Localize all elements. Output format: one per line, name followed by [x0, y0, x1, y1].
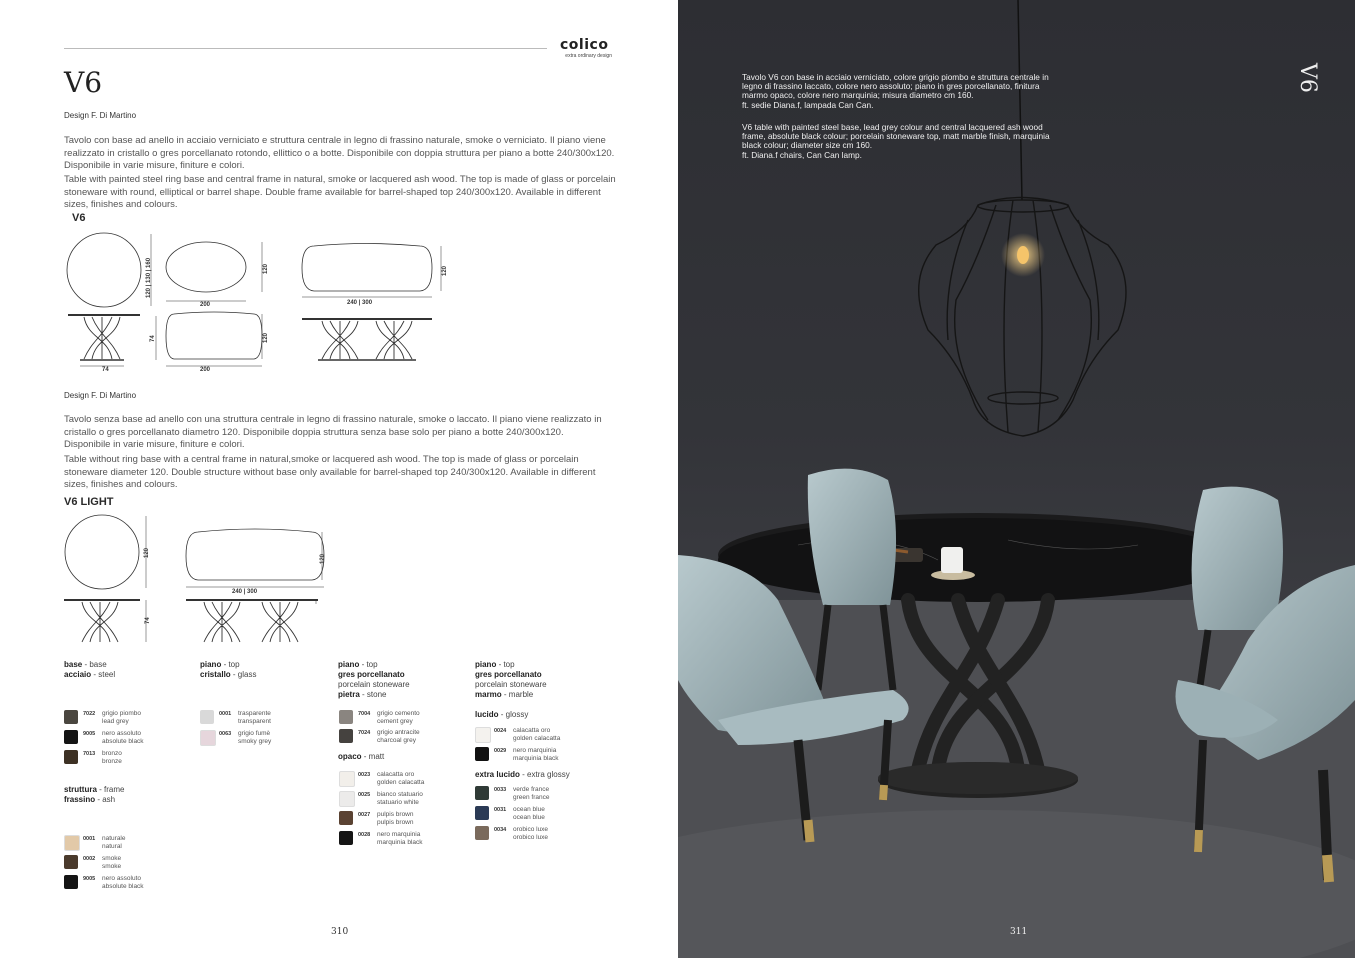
dim-barrel200-width: 120 [263, 332, 269, 343]
dim-oval-length: 200 [200, 302, 211, 308]
light-dim-diameter: 120 [144, 547, 150, 558]
col2-header: piano - top cristallo - glass [200, 660, 257, 679]
swatch-name: grigio antracite charcoal grey [377, 729, 420, 744]
swatch-code: 0024 [494, 728, 507, 734]
dim-oval-width: 120 [263, 263, 269, 274]
col4-glossy-label: lucido - glossy [475, 710, 529, 719]
swatch-code: 0033 [494, 787, 507, 793]
swatch-code: 7024 [358, 730, 371, 736]
swatch-code: 0025 [358, 792, 371, 798]
light-double-base-side-drawing [204, 602, 298, 642]
light-base-side-drawing [82, 602, 118, 642]
swatch-name: grigio piombo lead grey [102, 710, 142, 725]
v6-technical-drawings [60, 228, 460, 378]
color-swatch [64, 875, 78, 889]
color-swatch [475, 806, 489, 820]
vertical-title: V6 [1295, 63, 1320, 93]
designer-credit: Design F. Di Martino [64, 111, 137, 120]
page-title: V6 [64, 66, 103, 99]
v6-double-base-side-drawing [322, 321, 412, 359]
swatch-code: 0063 [219, 731, 232, 737]
light-barrel-top-drawing [186, 529, 324, 580]
designer-credit-2: Design F. Di Martino [64, 391, 137, 400]
swatch-code: 7013 [83, 751, 96, 757]
chair-back-left [808, 469, 896, 605]
swatch-code: 7004 [358, 711, 371, 717]
light-dim-barrel-width: 120 [320, 553, 326, 564]
description-italian: Tavolo con base ad anello in acciaio verniciato e struttura centrale in legno di frassino naturale, smoke o verniciato. Il piano viene realizzato in cristallo o gres porcellanato rotondo, ellittico o a botte. Disponibile con doppia struttura per piano a botte 240/300x120. Disponibile in varie misure, finiture e colori. [64, 135, 615, 171]
photo-caption-italian: Tavolo V6 con base in acciaio verniciato, colore grigio piombo e struttura centrale in legno di frassino laccato, colore nero assoluto; piano in gres porcellanato, finitura marmo opaco, colore nero marquinia; misura diametro cm 160. ft. sedie Diana.f, lampada Can Can. [742, 72, 1049, 110]
dim-barrel-length: 240 | 300 [347, 300, 373, 306]
col1-header: base - base acciaio - steel [64, 660, 116, 679]
light-dim-height: 74 [145, 617, 151, 624]
color-swatch [339, 791, 355, 807]
col4-header: piano - top gres porcellanato porcelain stoneware marmo - marble [475, 660, 547, 699]
swatch-name: nero marquinia marquinia black [377, 831, 423, 846]
dim-height: 74 [150, 335, 156, 342]
swatch-name: nero marquinia marquinia black [513, 747, 559, 762]
description-italian-2: Tavolo senza base ad anello con una struttura centrale in legno di frassino naturale, smoke o laccato. Il piano viene realizzato in cristallo o gres porcellanato diametro 120. Disponibile doppia struttura senza base solo per piano a botte 240/300x120. Disponibile in varie misure, finiture e colori. [64, 414, 602, 450]
dim-barrel200-length: 200 [200, 367, 211, 373]
color-swatch [475, 727, 491, 743]
swatch-name: bianco statuario statuario white [377, 791, 423, 806]
header-rule [64, 48, 547, 49]
swatch-name: ocean blue ocean blue [513, 806, 545, 821]
swatch-code: 0031 [494, 807, 507, 813]
color-swatch [339, 771, 355, 787]
dim-base-width: 74 [102, 367, 109, 373]
swatch-name: grigio cemento cement grey [377, 710, 420, 725]
round-top-drawing [67, 233, 141, 307]
swatch-code: 0034 [494, 827, 507, 833]
col1-frame-header: struttura - frame frassino - ash [64, 785, 125, 804]
color-swatch [200, 730, 216, 746]
color-swatch [64, 855, 78, 869]
swatch-code: 0001 [219, 711, 232, 717]
swatch-name: nero assoluto absolute black [102, 730, 144, 745]
swatch-name: bronzo bronze [102, 750, 122, 765]
v6-base-side-drawing [84, 317, 120, 359]
swatch-name: smoke smoke [102, 855, 122, 870]
chair-back-right [1192, 487, 1283, 630]
color-swatch [200, 710, 214, 724]
col3-matt-label: opaco - matt [338, 752, 385, 761]
photo-caption-english: V6 table with painted steel base, lead grey colour and central lacquered ash wood frame, absolute black colour; porcelain stoneware top, matt marble finish, marquinia black colour; diameter size cm 160. ft. Diana.f chairs, Can Can lamp. [742, 122, 1050, 160]
page-number-left: 310 [331, 927, 349, 937]
section-title-v6: V6 [72, 212, 86, 224]
swatch-code: 9005 [83, 876, 96, 882]
swatch-name: trasparente transparent [238, 710, 271, 725]
swatch-code: 0027 [358, 812, 371, 818]
page-number-right: 311 [1010, 927, 1028, 937]
col4-extra-glossy-label: extra lucido - extra glossy [475, 770, 570, 779]
swatch-name: pulpis brown pulpis brown [377, 811, 414, 826]
color-swatch [339, 811, 353, 825]
swatch-name: naturale natural [102, 835, 126, 850]
dim-barrel-width: 120 [442, 265, 448, 276]
swatch-name: verde france green france [513, 786, 550, 801]
swatch-code: 0002 [83, 856, 96, 862]
light-dim-barrel-length: 240 | 300 [232, 589, 258, 595]
oval-top-drawing [166, 242, 246, 292]
brand-tagline: extra ordinary design [565, 53, 612, 59]
col3-header: piano - top gres porcellanato porcelain stoneware pietra - stone [338, 660, 410, 699]
swatch-name: calacatta oro golden calacatta [377, 771, 425, 786]
barrel-top-200-drawing [166, 312, 262, 359]
swatch-code: 7022 [83, 711, 96, 717]
swatch-code: 0023 [358, 772, 371, 778]
swatch-code: 0001 [83, 836, 96, 842]
cup [941, 547, 963, 573]
color-swatch [475, 786, 489, 800]
color-swatch [339, 710, 353, 724]
swatch-code: 9005 [83, 731, 96, 737]
description-english: Table with painted steel ring base and central frame in natural, smoke or lacquered ash wood. The top is made of glass or porcelain stoneware with round, elliptical or barrel shape. Double frame available for barrel-shaped top 240/300x120. Available in different sizes, finishes and colours. [64, 174, 616, 210]
swatch-name: orobico luxe orobico luxe [513, 826, 549, 841]
color-swatch [475, 826, 489, 840]
swatch-name: grigio fumè smoky grey [238, 730, 272, 745]
dim-round-diameters: 120 | 130 | 160 [146, 257, 152, 298]
color-swatch [339, 831, 353, 845]
color-swatch [339, 729, 353, 743]
light-round-top-drawing [65, 515, 139, 589]
v6-light-technical-drawings [60, 512, 340, 652]
section-title-v6-light: V6 LIGHT [64, 496, 114, 508]
color-swatch [64, 730, 78, 744]
brand-logo: colico [560, 37, 609, 53]
color-swatch [64, 750, 78, 764]
color-swatch [64, 710, 78, 724]
barrel-top-drawing [302, 244, 432, 292]
swatch-code: 0029 [494, 748, 507, 754]
swatch-code: 0028 [358, 832, 371, 838]
swatch-name: calacatta oro golden calacatta [513, 727, 561, 742]
color-swatch [475, 747, 489, 761]
swatch-name: nero assoluto absolute black [102, 875, 144, 890]
description-english-2: Table without ring base with a central frame in natural,smoke or lacquered ash wood. The top is made of glass or porcelain stoneware diameter 120. Double structure without base only available for barrel-shaped top 240/300x120. Available in different sizes, finishes and colours. [64, 454, 596, 490]
color-swatch [64, 835, 80, 851]
